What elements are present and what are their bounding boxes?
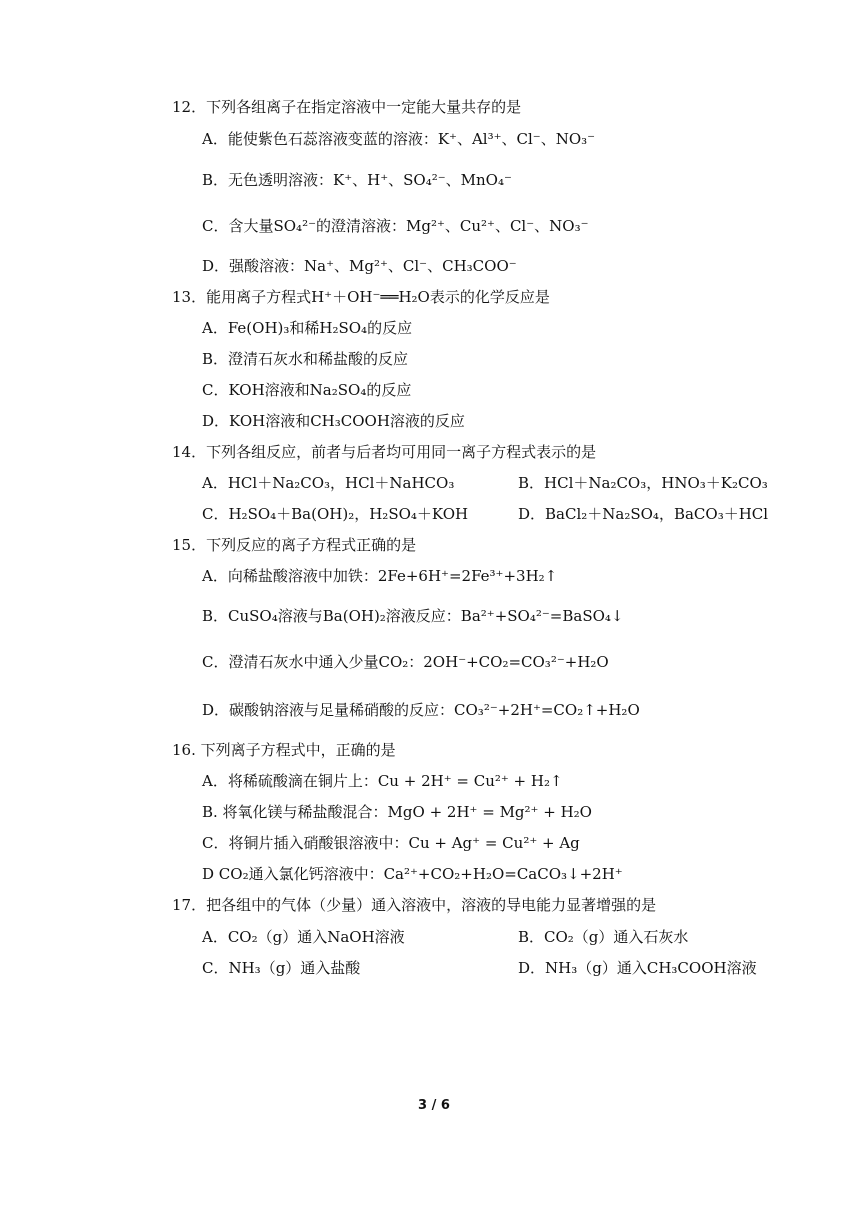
question-13-option-c: C．KOH溶液和Na₂SO₄的反应 — [202, 381, 412, 399]
question-12-option-d: D．强酸溶液：Na⁺、Mg²⁺、Cl⁻、CH₃COO⁻ — [202, 257, 517, 275]
question-17-option-c: C．NH₃（g）通入盐酸 — [202, 959, 361, 977]
question-16-option-d: D CO₂通入氯化钙溶液中：Ca²⁺+CO₂+H₂O=CaCO₃↓+2H⁺ — [202, 865, 623, 883]
question-15-option-d: D．碳酸钠溶液与足量稀硝酸的反应：CO₃²⁻+2H⁺=CO₂↑+H₂O — [202, 701, 640, 719]
question-17-stem: 17．把各组中的气体（少量）通入溶液中，溶液的导电能力显著增强的是 — [172, 896, 657, 914]
question-12-option-a: A．能使紫色石蕊溶液变蓝的溶液：K⁺、Al³⁺、Cl⁻、NO₃⁻ — [202, 130, 596, 148]
question-15-option-a: A．向稀盐酸溶液中加铁：2Fe+6H⁺=2Fe³⁺+3H₂↑ — [202, 567, 558, 585]
question-13-option-d: D．KOH溶液和CH₃COOH溶液的反应 — [202, 412, 465, 430]
question-16-stem: 16. 下列离子方程式中，正确的是 — [172, 741, 396, 759]
question-16-option-b: B. 将氧化镁与稀盐酸混合：MgO + 2H⁺ = Mg²⁺ + H₂O — [202, 803, 592, 821]
question-17-option-b: B．CO₂（g）通入石灰水 — [518, 928, 689, 946]
question-14-option-c: C．H₂SO₄＋Ba(OH)₂，H₂SO₄＋KOH — [202, 505, 469, 523]
question-16-option-a: A．将稀硫酸滴在铜片上：Cu + 2H⁺ = Cu²⁺ + H₂↑ — [202, 772, 563, 790]
question-12-option-c: C．含大量SO₄²⁻的澄清溶液：Mg²⁺、Cu²⁺、Cl⁻、NO₃⁻ — [202, 217, 589, 235]
question-17-option-a: A．CO₂（g）通入NaOH溶液 — [202, 928, 405, 946]
question-12-stem: 12．下列各组离子在指定溶液中一定能大量共存的是 — [172, 98, 522, 116]
page-number: 3 / 6 — [418, 1098, 450, 1113]
question-14-option-a: A．HCl＋Na₂CO₃，HCl＋NaHCO₃ — [202, 474, 455, 492]
question-15-option-c: C．澄清石灰水中通入少量CO₂：2OH⁻+CO₂=CO₃²⁻+H₂O — [202, 653, 609, 671]
question-13-option-a: A．Fe(OH)₃和稀H₂SO₄的反应 — [202, 319, 413, 337]
question-14-stem: 14．下列各组反应，前者与后者均可用同一离子方程式表示的是 — [172, 443, 597, 461]
question-15-stem: 15．下列反应的离子方程式正确的是 — [172, 536, 417, 554]
question-16-option-c: C．将铜片插入硝酸银溶液中：Cu + Ag⁺ = Cu²⁺ + Ag — [202, 834, 580, 852]
question-15-option-b: B．CuSO₄溶液与Ba(OH)₂溶液反应：Ba²⁺+SO₄²⁻=BaSO₄↓ — [202, 607, 624, 625]
question-13-stem: 13．能用离子方程式H⁺＋OH⁻══H₂O表示的化学反应是 — [172, 288, 550, 306]
question-13-option-b: B．澄清石灰水和稀盐酸的反应 — [202, 350, 409, 368]
question-14-option-d: D．BaCl₂＋Na₂SO₄，BaCO₃＋HCl — [518, 505, 769, 523]
question-17-option-d: D．NH₃（g）通入CH₃COOH溶液 — [518, 959, 757, 977]
question-12-option-b: B．无色透明溶液：K⁺、H⁺、SO₄²⁻、MnO₄⁻ — [202, 171, 512, 189]
question-14-option-b: B．HCl＋Na₂CO₃，HNO₃＋K₂CO₃ — [518, 474, 768, 492]
